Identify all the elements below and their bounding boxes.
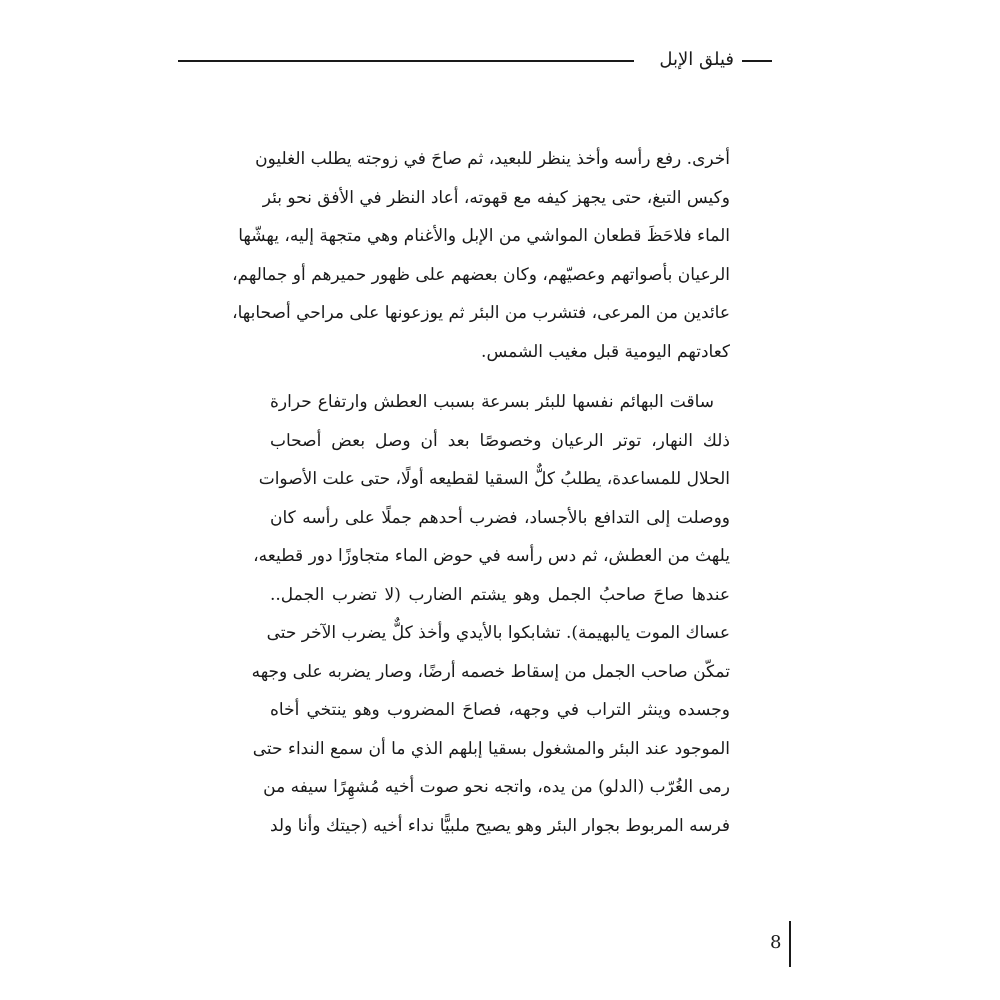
text-line: وجسده وينثر التراب في وجهه، فصاحَ المضروب وهو ينتخي أخاه — [270, 700, 730, 720]
text-line: يلهث من العطش، ثم دس رأسه في حوض الماء متجاوزًا دور قطيعه، — [253, 546, 730, 566]
page-number: 8 — [770, 932, 782, 953]
text-line: رمى الغُرّب (الدلو) من يده، واتجه نحو صوت أخيه مُشهِرًا سيفه من — [263, 777, 730, 797]
text-line: عندها صاحَ صاحبُ الجمل وهو يشتم الضارب (لا تضرب الجمل.. — [270, 584, 730, 605]
text-line: أخرى. رفع رأسه وأخذ ينظر للبعيد، ثم صاحَ في زوجته يطلب الغليون — [255, 149, 730, 169]
text-line: الماء فلاحَظَ قطعان المواشي من الإبل والأغنام وهي متجهة إليه، يهشّها — [238, 226, 730, 246]
text-line: تمكّن صاحب الجمل من إسقاط خصمه أرضًا، وصار يضربه على وجهه — [251, 661, 730, 682]
text-line: فرسه المربوط بجوار البئر وهو يصيح ملبيًّا نداء أخيه (جيتك وأنا ولد — [269, 815, 730, 836]
text-line: وكيس التبغ، حتى يجهز كيفه مع قهوته، أعاد النظر في الأفق نحو بئر — [262, 187, 730, 208]
text-line: عائدين من المرعى، فتشرب من البئر ثم يوزعونها على مراحي أصحابها، — [232, 303, 730, 323]
text-line: ووصلت إلى التدافع بالأجساد، فضرب أحدهم جملًا على رأسه كان — [270, 507, 730, 528]
text-line: ساقت البهائم نفسها للبئر بسرعة بسبب العطش وارتفاع حرارة — [270, 392, 714, 412]
paragraph-2 — [251, 383, 730, 845]
header-rule-short — [742, 60, 772, 62]
text-line: ذلك النهار، توتر الرعيان وخصوصًا بعد أن وصل بعض أصحاب — [270, 430, 730, 451]
text-line: الرعيان بأصواتهم وعصيّهم، وكان بعضهم على ظهور حميرهم أو جمالهم، — [232, 264, 730, 285]
text-line: الموجود عند البئر والمشغول بسقيا إبلهم الذي ما أن سمع النداء حتى — [252, 738, 730, 759]
header-title: فيلق الإبل — [659, 49, 734, 70]
paragraph-gap — [270, 371, 730, 383]
running-header — [178, 48, 772, 72]
text-line: عساك الموت يالبهيمة). تشابكوا بالأيدي وأخذ كلٌّ يضرب الآخر حتى — [266, 623, 730, 643]
body-text — [232, 140, 730, 845]
footer-rule — [789, 921, 791, 967]
paragraph-1 — [232, 140, 730, 371]
text-line: كعادتهم اليومية قبل مغيب الشمس. — [481, 341, 730, 362]
header-rule-long — [178, 60, 634, 62]
text-line: الحلال للمساعدة، يطلبُ كلٌّ السقيا لقطيعه أولًا، حتى علت الأصوات — [258, 469, 730, 489]
